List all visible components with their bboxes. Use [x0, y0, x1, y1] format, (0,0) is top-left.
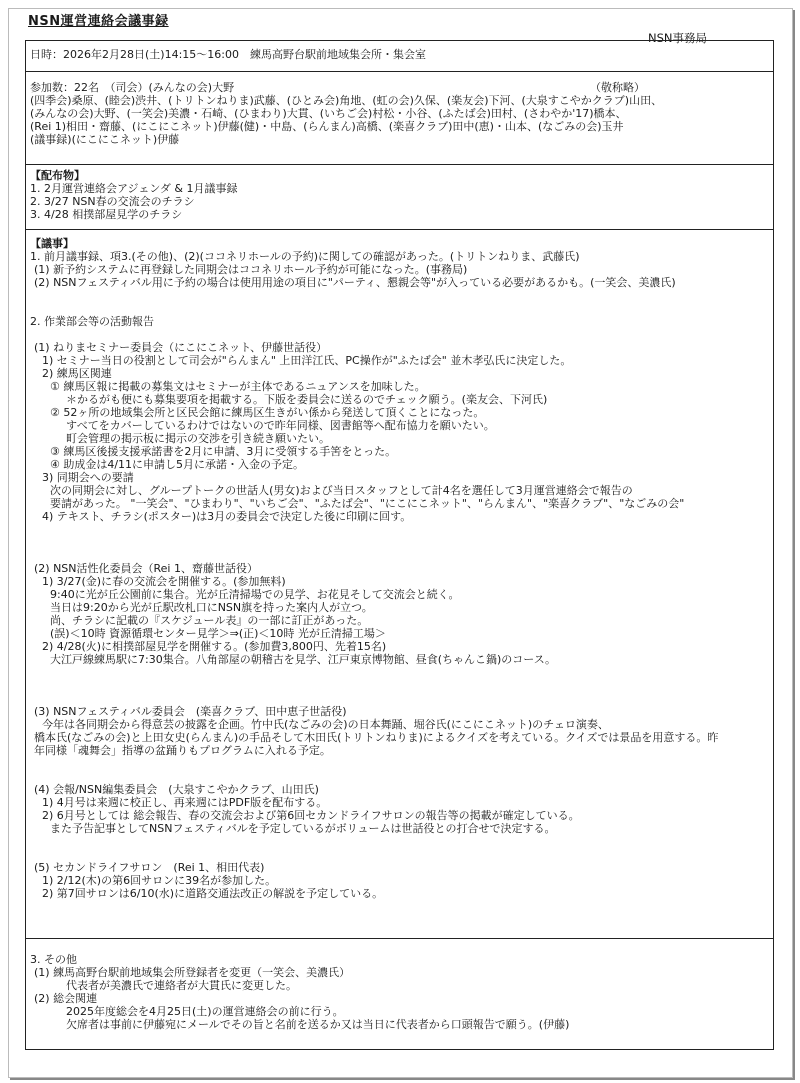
office-name: NSN事務局: [648, 31, 708, 45]
report-line: 9:40に光が丘公園前に集合。光が丘清掃場での見学、お花見そして交流会と続く。: [50, 588, 460, 601]
committee-title: (4) 会報/NSN編集委員会 (大泉すこやかクラブ、山田氏): [34, 783, 319, 796]
document-title: NSN運営連絡会議事録: [28, 14, 169, 29]
report-line: 尚、チラシに記載の『スケジュール表』の一部に訂正があった。: [50, 614, 369, 627]
report-line: 大江戸線練馬駅に7:30集合。八角部屋の朝稽古を見学、江戸東京博物館、昼食(ちゃんこ鍋)のコース。: [50, 653, 557, 666]
handouts-section: [30, 169, 769, 221]
report-line: 年同様「魂舞会」指導の盆踊りもプログラムに入れる予定。: [34, 744, 331, 757]
committee-title: (3) NSNフェスティバル委員会 (楽喜クラブ、田中恵子世話役): [34, 705, 347, 718]
proceedings-heading: 【議事】: [30, 237, 74, 250]
report-line: 2) 6月号としては 総会報告、春の交流会および第6回セカンドライフサロンの報告等の掲載が確定している。: [42, 809, 580, 822]
agenda-item: 2. 作業部会等の活動報告: [30, 315, 154, 328]
other-detail: 2025年度総会を4月25日(土)の運営連絡会の前に行う。: [66, 1005, 344, 1018]
minutes-frame: [25, 40, 774, 1050]
report-line: 要請があった。 "一笑会"、"ひまわり"、"いちご会"、"ふたば会"、"にこにこネット"、"らんまん"、"楽喜クラブ"、"なごみの会": [50, 497, 685, 510]
report-line: ＊かるがも便にも募集要項を掲載する。下版を委員会に送るのでチェック願う。(楽友会、下河氏): [66, 393, 548, 406]
report-line: ③ 練馬区後援支援承諾書を2月に申請、3月に受領する手筈をとった。: [50, 445, 397, 458]
report-line: 町会管理の掲示板に掲示の交渉を引き続き願いたい。: [66, 432, 330, 445]
divider: [26, 938, 773, 939]
report-line: 2) 第7回サロンは6/10(水)に道路交通法改正の解説を予定している。: [42, 887, 384, 900]
committee-title: (5) セカンドライフサロン (Rei 1、相田代表): [34, 861, 265, 874]
committee-title: (1) ねりまセミナー委員会（にこにこネット、伊藤世話役）: [34, 341, 328, 354]
attendee-line: (Rei 1)相田・齋藤、(にこにこネット)伊藤(健)・中島、(らんまん)高橋、(楽喜クラブ)田中(恵)・山本、(なごみの会)玉井: [30, 120, 624, 133]
report-line: 1) セミナー当日の役割として司会が"らんまん" 上田洋江氏、PC操作が"ふたば会" 並木孝弘氏に決定した。: [42, 354, 572, 367]
other-detail: 欠席者は事前に伊藤宛にメールでその旨と名前を送るか又は当日に代表者から口頭報告で願う。(伊藤): [66, 1018, 570, 1031]
meeting-datetime: 日時：2026年2月28日(土)14:15〜16:00 練馬高野台駅前地域集会所・集会室: [30, 48, 426, 61]
agenda-subitem: (2) NSNフェスティバル用に予約の場合は使用用途の項目に"パーティ、懇親会等"が入っている必要があるかも。(一笑会、美濃氏): [34, 276, 676, 289]
attendee-line: (議事録)(にこにこネット)伊藤: [30, 133, 180, 146]
report-line: 3) 同期会への要請: [42, 471, 134, 484]
report-line: 1) 3/27(金)に春の交流会を開催する。(参加無料): [42, 575, 286, 588]
proceedings-section: [30, 237, 769, 900]
report-line: また予告記事としてNSNフェスティバルを予定しているがボリュームは世話役との打合せで決定する。: [50, 822, 556, 835]
report-line: (誤)＜10時 資源循環センター見学＞⇒(正)＜10時 光が丘清掃工場＞: [50, 627, 386, 640]
report-line: 4) テキスト、チラシ(ポスター)は3月の委員会で決定した後に印刷に回す。: [42, 510, 412, 523]
others-heading: 3. その他: [30, 953, 77, 966]
report-line: 橋本氏(なごみの会)と上田女史(らんまん)の手品そして木田氏(トリトンねりま)によるクイズを考えている。クイズでは景品を用意する。昨: [34, 731, 719, 744]
report-line: 当日は9:20から光が丘駅改札口にNSN旗を持った案内人が立つ。: [50, 601, 373, 614]
other-item: (1) 練馬高野台駅前地域集会所登録者を変更（一笑会、美濃氏）: [34, 966, 351, 979]
committee-title: (2) NSN活性化委員会（Rei 1、齋藤世話役）: [34, 562, 258, 575]
divider: [26, 164, 773, 165]
report-line: 1) 2/12(木)の第6回サロンに39名が参加した。: [42, 874, 277, 887]
other-detail: 代表者が美濃氏で連絡者が大貫氏に変更した。: [66, 979, 297, 992]
agenda-item: 1. 前月議事録、項3.(その他)、(2)(ココネリホールの予約)に関しての確認があった。(トリトンねりま、武藤氏): [30, 250, 580, 263]
report-line: 2) 練馬区関連: [42, 367, 112, 380]
report-line: ④ 助成金は4/11に申請し5月に承諾・入金の予定。: [50, 458, 305, 471]
honorific-note: （敬称略）: [590, 81, 645, 94]
report-line: 次の同期会に対し、グループトークの世話人(男女)および当日スタッフとして計4名を選任して3月運営連絡会で報告の: [50, 484, 633, 497]
divider: [26, 229, 773, 230]
report-line: 2) 4/28(火)に相撲部屋見学を開催する。(参加費3,800円、先着15名): [42, 640, 387, 653]
attendee-line: (みんなの会)大野、(一笑会)美濃・石崎、(ひまわり)大貫、(いちご会)村松・小谷、(ふたば会)田村、(さわやか'17)橋本、: [30, 107, 627, 120]
handout-item: 3. 4/28 相撲部屋見学のチラシ: [30, 208, 183, 221]
other-item: (2) 総会関連: [34, 992, 98, 1005]
attendee-line: (四季会)桑原、(睦会)渋井、(トリトンねりま)武藤、(ひとみ会)角地、(虹の会)久保、(楽友会)下河、(大泉すこやかクラブ)山田、: [30, 94, 663, 107]
divider: [26, 71, 773, 72]
handouts-heading: 【配布物】: [30, 169, 85, 182]
report-line: ② 52ヶ所の地域集会所と区民会館に練馬区生きがい係から発送して頂くことになった。: [50, 406, 485, 419]
attendee-count: 参加数：22名 （司会）(みんなの会)大野: [30, 81, 235, 94]
report-line: ① 練馬区報に掲載の募集文はセミナーが主体であるニュアンスを加味した。: [50, 380, 426, 393]
report-line: すべてをカバーしているわけではないので昨年同様、図書館等へ配布協力を願いたい。: [66, 419, 495, 432]
agenda-subitem: (1) 新予約システムに再登録した同期会はココネリホール予約が可能になった。(事務局): [34, 263, 468, 276]
attendees-section: [30, 81, 769, 146]
report-line: 1) 4月号は来週に校正し、再来週にはPDF版を配布する。: [42, 796, 328, 809]
others-section: [30, 953, 769, 1031]
handout-item: 1. 2月運営連絡会アジェンダ & 1月議事録: [30, 182, 238, 195]
report-line: 今年は各同期会から得意芸の披露を企画。竹中氏(なごみの会)の日本舞踊、堀谷氏(にこにこネット)のチェロ演奏、: [42, 718, 609, 731]
handout-item: 2. 3/27 NSN春の交流会のチラシ: [30, 195, 195, 208]
